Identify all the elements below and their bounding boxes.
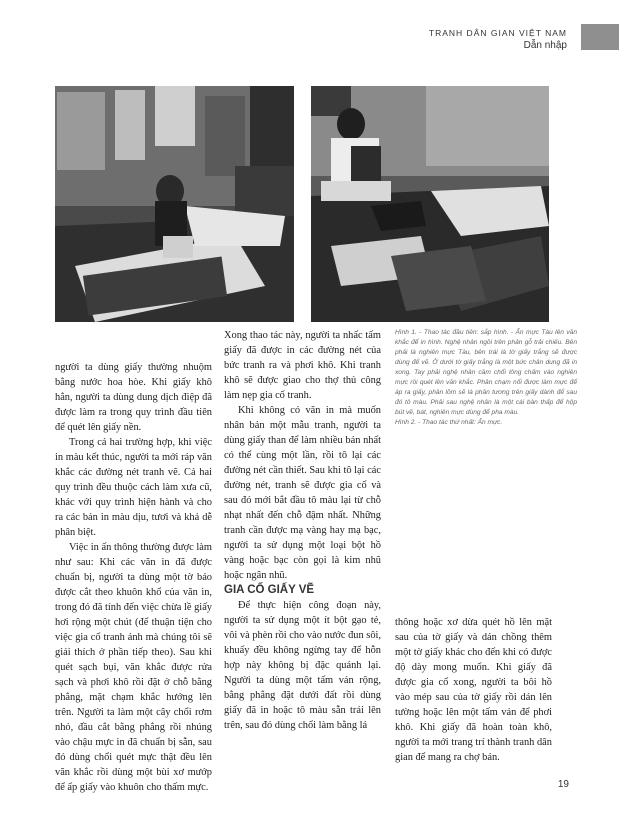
page-number: 19 bbox=[557, 779, 569, 790]
header-tab-block bbox=[581, 24, 619, 50]
text-column-3 bbox=[395, 615, 552, 765]
section-heading: GIA CỐ GIẤY VẼ bbox=[224, 584, 315, 596]
paragraph: Xong thao tác này, người ta nhấc tấm giấy đã được in các đường nét của bức tranh ra và phơi khô. Khi tranh khô sẽ được giao cho thợ thủ công làm nẹp gia cố tranh. bbox=[224, 330, 381, 401]
paragraph: Việc in ấn thông thường được làm như sau: Khi các văn in đã được chuẩn bị, người ta dùng một tờ báo được cắt theo khuôn khổ của văn in, trong đó đã tính đến việc chừa lề giấy hơi rộng một chút (để thuận tiện cho việc gia cố tranh ảnh mà chúng tôi sẽ giải thích ở phần tiếp theo). Sau khi quét sạch bụi, văn khắc được rửa sạch và phơi khô rồi đặt ở chỗ bằng phẳng, mặt chạm khắc hướng lên trên. Người ta làm một cây chổi rơm nhỏ, đầu cắt bằng phẳng rồi nhúng vào chậu mực in đã chuẩn bị sẵn, sau đó dùng chổi quét mực thật đều lên văn khắc rồi dùng một bùi xơ mướp để ấp giấy vào khuôn cho thấm mực. bbox=[55, 542, 212, 793]
running-header-subtitle: Dẫn nhập bbox=[523, 40, 567, 51]
paragraph: Khi không có văn in mà muốn nhân bản một mẫu tranh, người ta dùng giấy than để làm nhiều bản nhất có thể cùng một lần, rồi tô lại các đường nét cần thiết. Sau khi tô lại các đường nét, tranh sẽ được gia cố và sau đó mới bắt đầu tô màu lại từ chỗ nhạt nhất đến chỗ đậm nhất. Những tranh cần được mạ vàng hay mạ bạc, người ta sử dụng một loại bột hồ vàng hoặc bạc còn gọi là kim nhũ hoặc ngân nhũ. bbox=[224, 405, 381, 581]
caption-figure-1: Hình 1. - Thao tác đầu tiên: sắp hình. - Ẩn mực Tàu lên văn khắc để in hình. Nghệ nhân ngồi trên phản gỗ trải chiếu. Bên phải là nghiên mực Tàu, bên trái là tờ giấy trắng sẽ được dùng để vẽ. Ở dưới tờ giấy trắng là một bức chân dung đã in xong. Tay phải nghệ nhân cầm chổi lông chấm vào nghiên mực rồi quét lên văn khắc. Phần chạm nổi được làm mực để áp ra giấy, phần lõm sẽ là phần tương trên giấy dành để sau đó tô màu. Phải sau nghệ nhân là một cái bàn thấp để hộp bút vẽ, bát, nghiên mực dùng để pha màu. bbox=[395, 329, 577, 416]
photo-figure-1 bbox=[55, 86, 294, 322]
caption-figure-2: Hình 2. - Thao tác thứ nhất: Ẩn mực. bbox=[395, 419, 503, 426]
paragraph: Để thực hiện công đoạn này, người ta sử dụng một ít bột gạo tẻ, vôi và phèn rồi cho vào nước đun sôi, khuấy đều không ngừng tay để hỗn hợp này không bị đặc quánh lại. Người ta dùng một tấm ván rộng, bằng phẳng đặt dưới đất rồi dùng giấy đã in hoặc tô màu sẵn trải lên trên, sau đó dùng chổi làm bằng lá bbox=[224, 600, 381, 731]
figure-caption bbox=[395, 328, 577, 428]
paragraph: thông hoặc xơ dừa quét hồ lên mặt sau của tờ giấy và dán chồng thêm một tờ giấy khác cho đến khi có được độ dày mong muốn. Khi giấy đã được gia cố xong, người ta bôi hồ vào mép sau của tờ giấy rồi dán lên tường hoặc lên một tấm ván để phơi khô. Khi giấy đã hoàn toàn khô, người ta mới trang trí thành tranh dân gian để mang ra chợ bán. bbox=[395, 617, 552, 763]
running-header-title: TRANH DÂN GIAN VIỆT NAM bbox=[428, 28, 567, 38]
text-column-1 bbox=[55, 360, 212, 795]
photo-figure-2 bbox=[311, 86, 549, 322]
text-column-2 bbox=[224, 328, 381, 733]
paragraph: người ta dùng giấy thường nhuộm bằng nước hoa hòe. Khi giấy khô hẳn, người ta dùng dung dịch điệp đã được làm ra trong quy trình đầu tiên để quét lên giấy nền. bbox=[55, 362, 212, 433]
paragraph: Trong cả hai trường hợp, khi việc in màu kết thúc, người ta mới ráp văn khắc các đường nét tranh vẽ. Cả hai quy trình đều thuộc cách làm xưa cũ, khác với quy trình hiện hành và cho ra các bản in màu dịu, tươi và khả dễ phân biệt. bbox=[55, 437, 212, 538]
